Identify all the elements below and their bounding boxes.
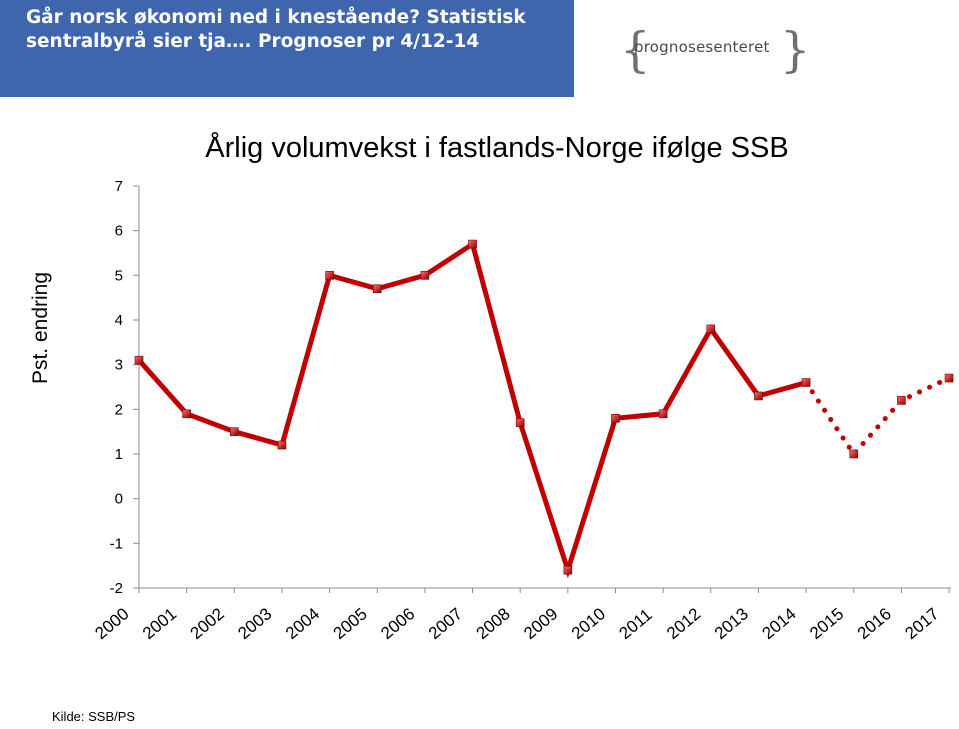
- x-tick-label: 2005: [329, 604, 371, 644]
- y-tick-label: 3: [114, 356, 123, 374]
- data-point: [897, 396, 905, 404]
- data-point: [659, 410, 667, 418]
- series-line: [139, 244, 949, 570]
- data-point: [183, 410, 191, 418]
- y-tick-label: -1: [109, 535, 123, 553]
- data-point: [612, 414, 620, 422]
- x-tick-label: 2011: [615, 605, 656, 644]
- x-tick-label: 2003: [234, 604, 276, 644]
- logo-left-brace-icon: {: [620, 22, 651, 78]
- x-tick-label: 2006: [377, 604, 419, 644]
- x-tick-label: 2015: [806, 604, 848, 644]
- y-tick-label: 7: [114, 178, 123, 195]
- series-line-actual: [139, 244, 806, 570]
- data-point: [850, 450, 858, 458]
- data-point: [945, 374, 953, 382]
- x-tick-label: 2010: [567, 604, 610, 644]
- data-point: [278, 441, 286, 449]
- data-point: [421, 271, 429, 279]
- data-point: [135, 356, 143, 364]
- x-tick-label: 2016: [853, 604, 895, 644]
- x-tick-label: 2001: [139, 604, 181, 644]
- data-point: [802, 379, 810, 387]
- x-tick-label: 2007: [424, 604, 467, 644]
- data-point: [707, 325, 715, 333]
- y-tick-label: 4: [114, 312, 123, 329]
- y-axis-label: Pst. endring: [29, 271, 52, 385]
- data-point: [564, 566, 572, 574]
- logo-right-brace-icon: }: [780, 22, 811, 78]
- data-point: [754, 392, 762, 400]
- x-ticks: [91, 588, 949, 643]
- x-tick-label: 2009: [520, 604, 562, 644]
- x-tick-label: 2008: [472, 604, 514, 644]
- y-tick-label: 2: [114, 401, 123, 419]
- x-tick-label: 2000: [91, 604, 133, 644]
- x-tick-label: 2013: [710, 604, 752, 644]
- logo-text: prognosesenteret: [634, 38, 770, 56]
- data-point: [469, 240, 477, 248]
- data-point: [326, 271, 334, 279]
- y-tick-label: 0: [114, 490, 123, 508]
- data-point: [373, 285, 381, 293]
- y-tick-label: 1: [114, 446, 123, 463]
- x-tick-label: 2004: [281, 604, 324, 644]
- chart-title: Årlig volumvekst i fastlands-Norge ifølge SSB: [205, 132, 789, 164]
- source-note: Kilde: SSB/PS: [52, 709, 136, 724]
- axes: [139, 186, 951, 588]
- y-tick-label: 5: [114, 267, 123, 285]
- x-tick-label: 2002: [186, 604, 228, 644]
- x-tick-label: 2012: [663, 604, 705, 644]
- data-point: [230, 428, 238, 436]
- data-points: [135, 240, 953, 574]
- banner-title: Går norsk økonomi ned i knestående? Statistisk sentralbyrå sier tja…. Prognoser pr 4/12-14: [26, 7, 526, 52]
- series-line-forecast: [806, 378, 949, 454]
- data-point: [516, 419, 524, 427]
- y-tick-label: -2: [109, 580, 123, 597]
- x-tick-label: 2017: [901, 604, 943, 644]
- x-tick-label: 2014: [758, 604, 800, 644]
- y-ticks: [110, 178, 139, 597]
- y-tick-label: 6: [114, 222, 123, 240]
